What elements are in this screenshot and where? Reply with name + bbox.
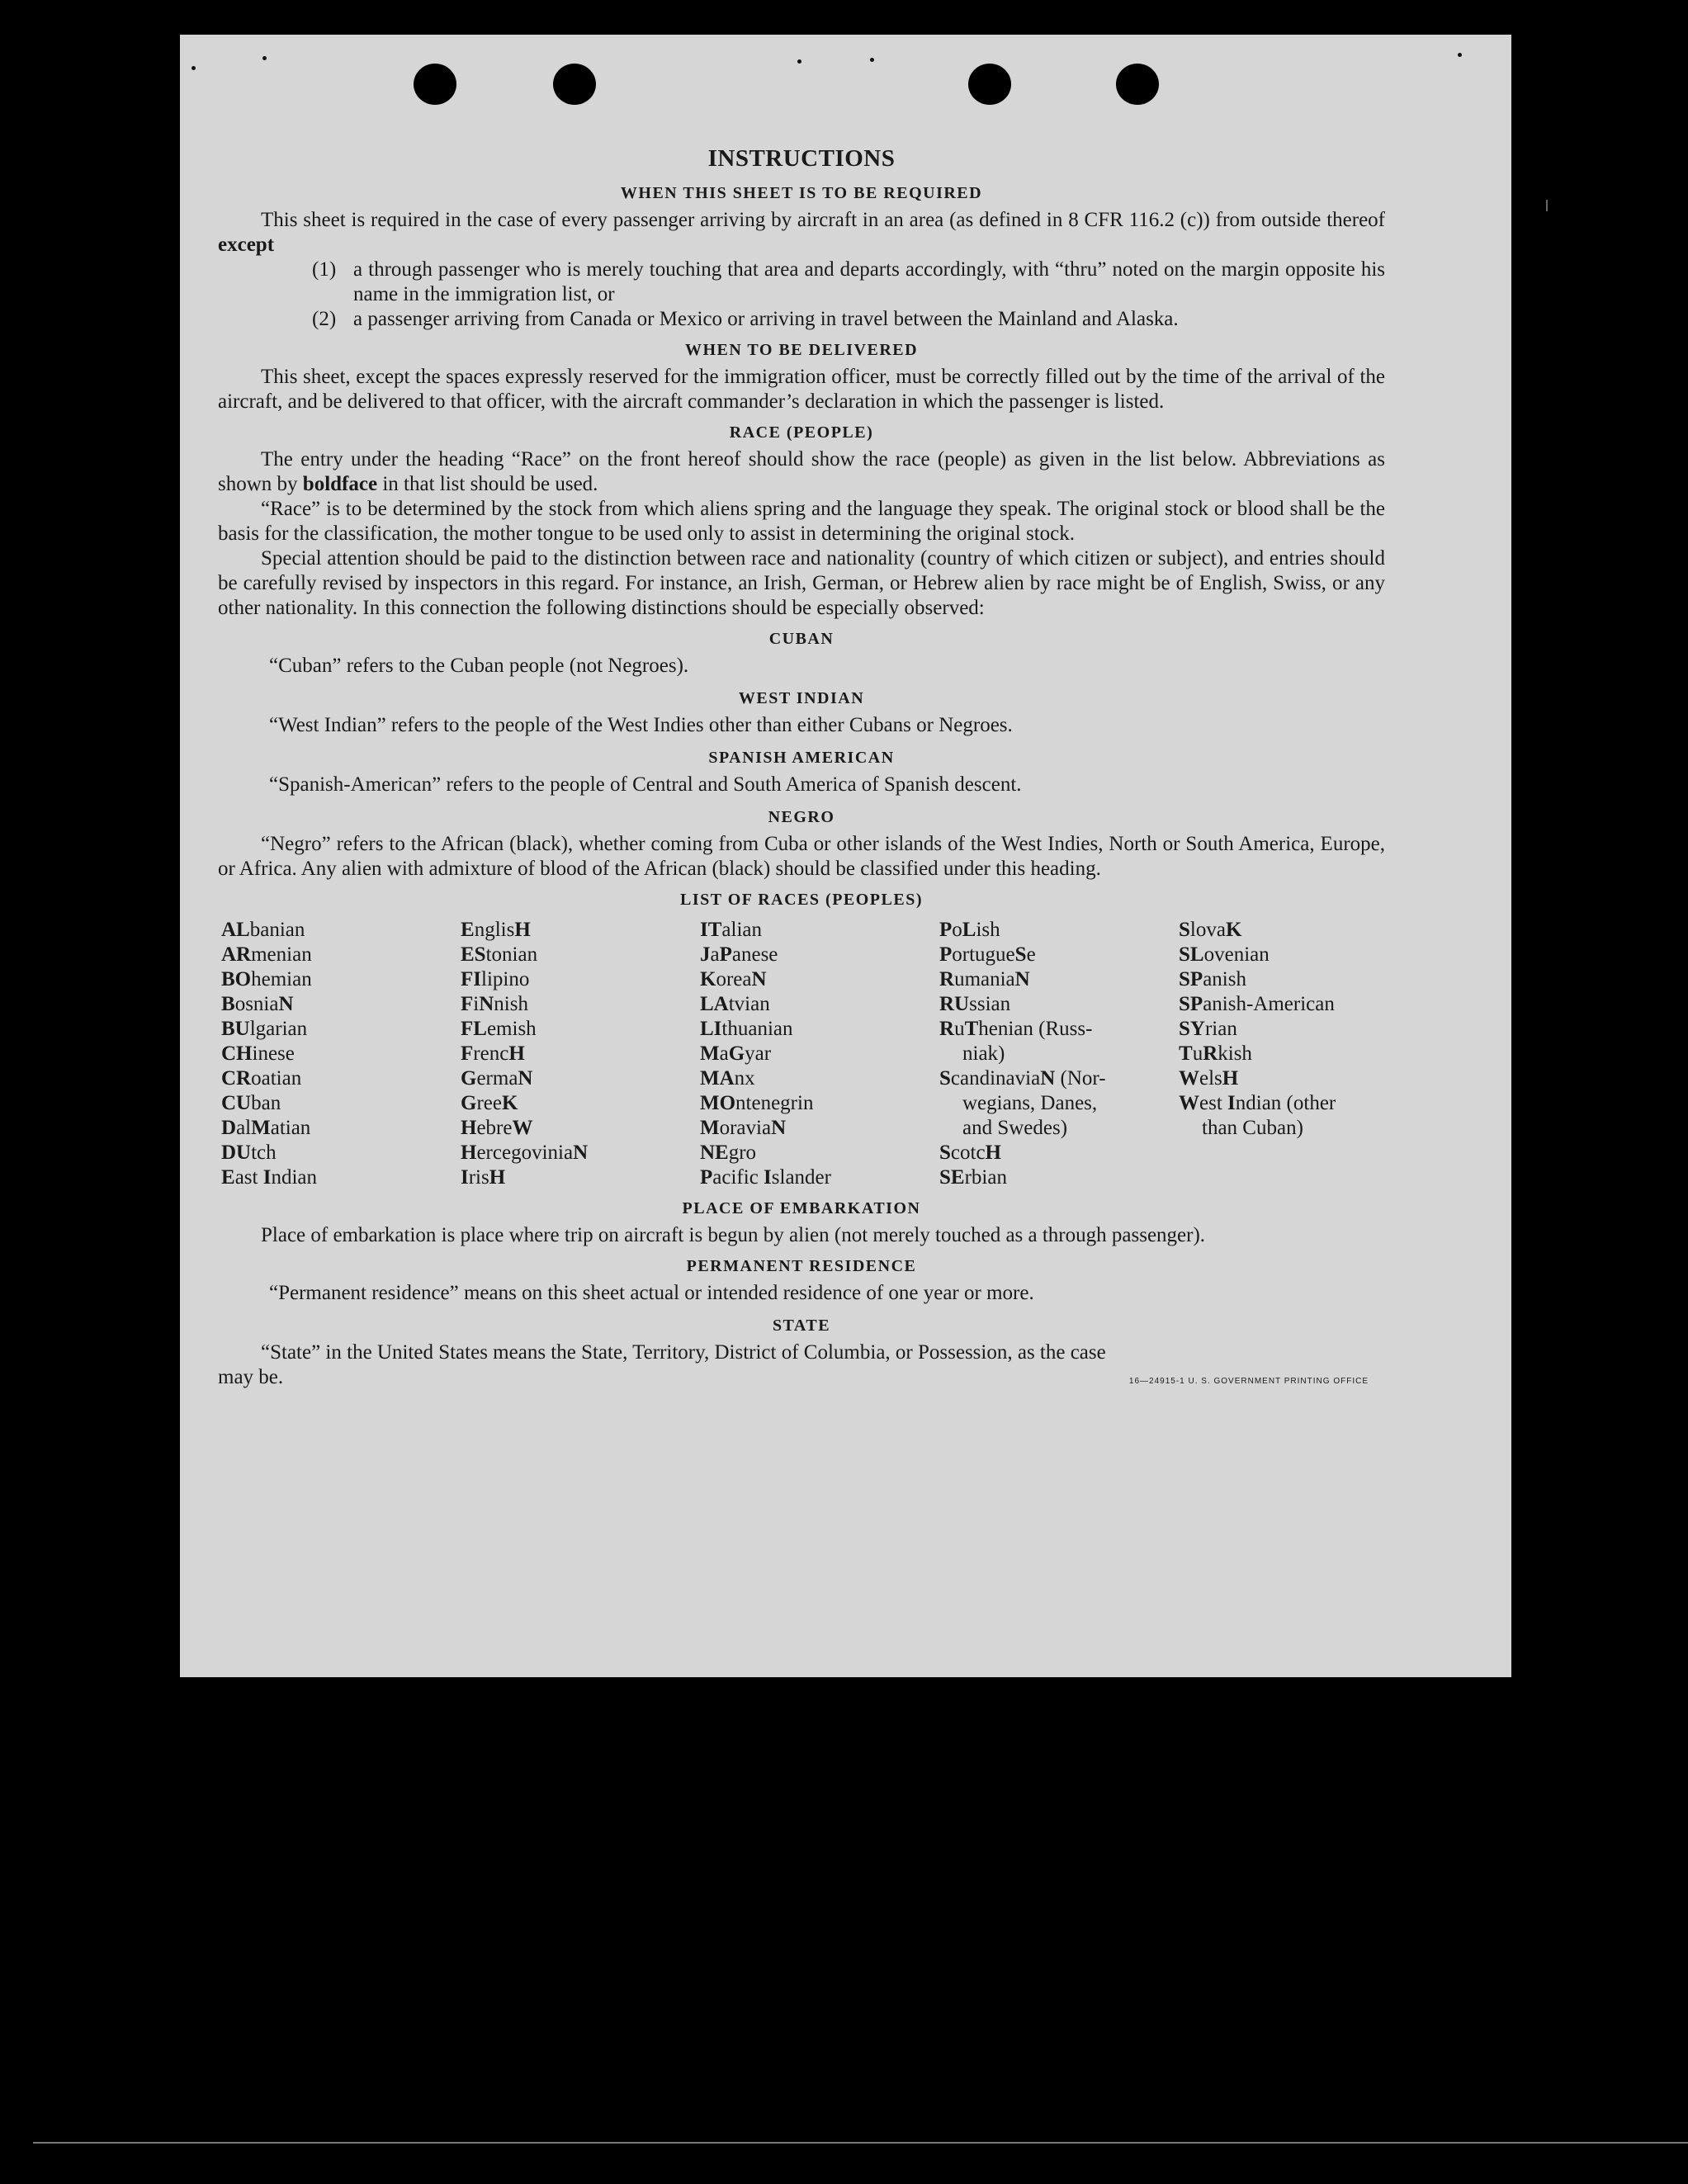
race-entry: RumaniaN <box>939 968 1030 990</box>
race-entry: NEgro <box>700 1142 757 1164</box>
race-entry: RuThenian (Russ- <box>939 1018 1093 1040</box>
race-entry: and Swedes) <box>962 1117 1068 1139</box>
state-paragraph: “State” in the United States means the State, Territory, District of Columbia, or Possession, as the case <box>261 1341 1106 1364</box>
race-entry: ScandinaviaN (Nor- <box>939 1067 1106 1090</box>
races-column <box>700 918 939 1190</box>
race-entry: SLovenian <box>1179 943 1270 966</box>
race-entry: CHinese <box>221 1042 295 1065</box>
races-column <box>221 918 461 1190</box>
heading-residence: PERMANENT RESIDENCE <box>686 1257 917 1275</box>
race-entry: FIlipino <box>461 968 530 990</box>
races-list <box>221 918 1385 1190</box>
heading-when-delivered: WHEN TO BE DELIVERED <box>684 341 919 359</box>
speck <box>262 56 267 60</box>
race-paragraph-2: “Race” is to be determined by the stock from which aliens spring and the language they speak. The original stock or blood shall be the basis for the classification, the mother tongue to be used only to assist in determining the original stock. <box>218 498 1385 545</box>
race-entry: BOhemian <box>221 968 312 990</box>
speck <box>797 59 801 64</box>
printer-note: 16—24915-1 U. S. GOVERNMENT PRINTING OFFICE <box>1128 1377 1369 1386</box>
race-entry: EStonian <box>461 943 538 966</box>
race-entry: Pacific Islander <box>700 1166 831 1189</box>
race-entry: SPanish-American <box>1179 993 1335 1015</box>
race-entry: DalMatian <box>221 1117 311 1139</box>
race-entry: FLemish <box>461 1018 537 1040</box>
race-entry: CRoatian <box>221 1067 302 1090</box>
race-entry: SYrian <box>1179 1018 1237 1040</box>
cuban-paragraph: “Cuban” refers to the Cuban people (not Negroes). <box>269 655 689 677</box>
heading-spanish-american: SPANISH AMERICAN <box>708 749 895 767</box>
race-entry: niak) <box>962 1042 1005 1065</box>
race-paragraph-3: Special attention should be paid to the distinction between race and nationality (country of which citizen or subject), and entries should be carefully revised by inspectors in this regard. For instance, an Irish, German, or Hebrew alien by race might be of English, Swiss, or any other nationality. In this connection the following distinctions should be especially observed: <box>218 547 1385 619</box>
punch-hole-2 <box>553 64 596 105</box>
race-entry: GreeK <box>461 1092 518 1114</box>
races-column <box>1179 918 1388 1190</box>
heading-when-required: WHEN THIS SHEET IS TO BE REQUIRED <box>620 184 983 202</box>
race-entry: than Cuban) <box>1202 1117 1303 1139</box>
instructions-content <box>218 142 1385 1394</box>
state-paragraph-end: may be. <box>218 1366 284 1388</box>
race-entry: EnglisH <box>461 919 531 941</box>
race-entry: FiNnish <box>461 993 528 1015</box>
race-entry: TuRkish <box>1179 1042 1252 1065</box>
races-column <box>939 918 1179 1190</box>
race-entry: FrencH <box>461 1042 525 1065</box>
race-entry: MAnx <box>700 1067 755 1090</box>
negro-paragraph: “Negro” refers to the African (black), whether coming from Cuba or other islands of the West Indies, North or South America, Europe, or Africa. Any alien with admixture of blood of the African (black) should be classified under this heading. <box>218 833 1385 880</box>
required-paragraph: This sheet is required in the case of every passenger arriving by aircraft in an area (as defined in 8 CFR 116.2 (c)) from outside thereof except <box>218 209 1385 256</box>
delivered-paragraph: This sheet, except the spaces expressly reserved for the immigration officer, must be correctly filled out by the time of the arrival of the aircraft, and be delivered to that officer, with the aircraft commander’s declaration in which the passenger is listed. <box>218 366 1385 413</box>
race-entry: GermaN <box>461 1067 533 1090</box>
race-entry: ALbanian <box>221 919 305 941</box>
race-entry: West Indian (other <box>1179 1092 1336 1114</box>
residence-paragraph: “Permanent residence” means on this sheet actual or intended residence of one year or more. <box>269 1282 1034 1304</box>
race-entry: CUban <box>221 1092 281 1114</box>
races-column <box>461 918 700 1190</box>
race-entry: HercegoviniaN <box>461 1142 589 1164</box>
heading-negro: NEGRO <box>768 808 835 826</box>
race-entry: MaGyar <box>700 1042 772 1065</box>
heading-state: STATE <box>772 1317 831 1335</box>
page-title: INSTRUCTIONS <box>707 145 896 172</box>
race-entry: East Indian <box>221 1166 317 1189</box>
race-paragraph-1: The entry under the heading “Race” on the front hereof should show the race (people) as given in the list below. Abbreviations as shown by boldface in that list should be used. <box>218 448 1385 495</box>
race-entry: PortugueSe <box>939 943 1036 966</box>
race-entry: SPanish <box>1179 968 1246 990</box>
punch-hole-3 <box>968 64 1011 105</box>
race-entry: SErbian <box>939 1166 1007 1189</box>
race-entry: RUssian <box>939 993 1011 1015</box>
race-entry: ITalian <box>700 919 762 941</box>
race-entry: HebreW <box>461 1117 533 1139</box>
race-entry: KoreaN <box>700 968 767 990</box>
race-entry: MoraviaN <box>700 1117 787 1139</box>
race-entry: LIthuanian <box>700 1018 793 1040</box>
speck <box>191 66 196 70</box>
race-entry: BosniaN <box>221 993 294 1015</box>
race-entry: SlovaK <box>1179 919 1242 941</box>
heading-west-indian: WEST INDIAN <box>738 689 865 707</box>
race-entry: ScotcH <box>939 1142 1001 1164</box>
race-entry: JaPanese <box>700 943 778 966</box>
exception-item-1: (1) a through passenger who is merely touching that area and departs accordingly, with “thru” noted on the margin opposite his name in the immigration list, or <box>312 258 1385 305</box>
punch-hole-4 <box>1116 64 1159 105</box>
embarkation-paragraph: Place of embarkation is place where trip on aircraft is begun by alien (not merely touched as a through passenger). <box>261 1224 1206 1246</box>
race-entry: PoLish <box>939 919 1000 941</box>
spanish-american-paragraph: “Spanish-American” refers to the people of Central and South America of Spanish descent. <box>269 773 1022 796</box>
race-entry: IrisH <box>461 1166 506 1189</box>
race-entry: LAtvian <box>700 993 770 1015</box>
race-entry: MOntenegrin <box>700 1092 814 1114</box>
heading-embarkation: PLACE OF EMBARKATION <box>682 1199 921 1217</box>
heading-race: RACE (PEOPLE) <box>729 423 874 442</box>
exception-item-2: (2) a passenger arriving from Canada or Mexico or arriving in travel between the Mainland and Alaska. <box>312 308 1179 330</box>
speck <box>870 58 874 62</box>
race-entry: DUtch <box>221 1142 277 1164</box>
punch-hole-1 <box>414 64 456 105</box>
document-sheet <box>180 35 1511 1677</box>
race-entry: BUlgarian <box>221 1018 308 1040</box>
west-indian-paragraph: “West Indian” refers to the people of the West Indies other than either Cubans or Negroes. <box>269 714 1013 736</box>
state-footer-row <box>218 1365 1385 1394</box>
race-entry: ARmenian <box>221 943 312 966</box>
scan-mark <box>1546 200 1548 211</box>
heading-list-of-races: LIST OF RACES (PEOPLES) <box>679 891 923 909</box>
heading-cuban: CUBAN <box>768 630 835 648</box>
speck <box>1458 53 1462 57</box>
race-entry: wegians, Danes, <box>962 1092 1098 1114</box>
race-entry: WelsH <box>1179 1067 1239 1090</box>
scan-edge-line <box>33 2142 1688 2144</box>
